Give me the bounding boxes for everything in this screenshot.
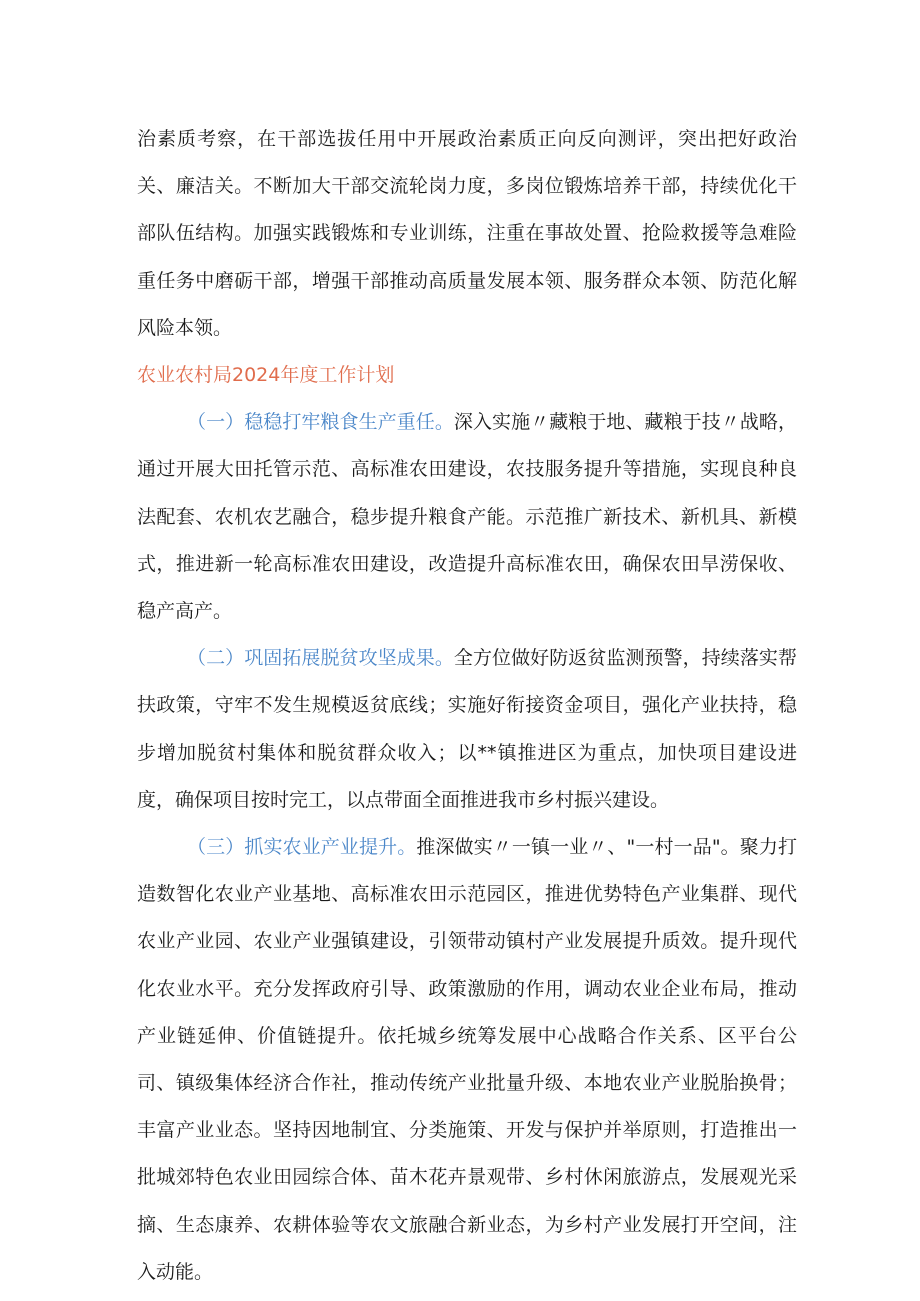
section-body-1: 深入实施〃藏粮于地、藏粮于技〃战略，通过开展大田托管示范、高标准农田建设，农技服务提升等措施，实现良种良法配套、农机农艺融合，稳步提升粮食产能。示范推广新技术、新机具、新模式，推进新一轮高标准农田建设，改造提升高标准农田，确保农田旱涝保收、稳产高产。 — [137, 411, 797, 623]
section-heading-3: （三）抓实农业产业提升。 — [187, 836, 417, 859]
document-page — [137, 116, 797, 1296]
section-heading-2: （二）巩固拓展脱贫攻坚成果。 — [187, 647, 454, 670]
document-title: 农业农村局2024年度工作计划 — [137, 364, 395, 387]
section-body-2: 全方位做好防返贫监测预警，持续落实帮扶政策，守牢不发生规模返贫底线；实施好衔接资金项目，强化产业扶持，稳步增加脱贫村集体和脱贫群众收入；以**镇推进区为重点，加快项目建设进度，确保项目按时完工，以点带面全面推进我市乡村振兴建设。 — [137, 647, 797, 811]
section-heading-1: （一）稳稳打牢粮食生产重任。 — [187, 411, 454, 434]
section-paragraph-1 — [137, 399, 797, 635]
section-body-3: 推深做实〃一镇一业〃、"一村一品"。聚力打造数智化农业产业基地、高标准农田示范园区，推进优势特色产业集群、现代农业产业园、农业产业强镇建设，引领带动镇村产业发展提升质效。提升现代化农业水平。充分发挥政府引导、政策激励的作用，调动农业企业布局，推动产业链延伸、价值链提升。依托城乡统筹发展中心战略合作关系、区平台公司、镇级集体经济合作社，推动传统产业批量升级、本地农业产业脱胎换骨；丰富产业业态。坚持因地制宜、分类施策、开发与保护并举原则，打造推出一批城郊特色农业田园综合体、苗木花卉景观带、乡村休闲旅游点，发展观光采摘、生态康养、农耕体验等农文旅融合新业态，为乡村产业发展打开空间，注入动能。 — [137, 836, 797, 1283]
section-paragraph-3 — [137, 824, 797, 1296]
section-paragraph-2 — [137, 635, 797, 824]
intro-paragraph: 治素质考察，在干部选拔任用中开展政治素质正向反向测评，突出把好政治关、廉洁关。不断加大干部交流轮岗力度，多岗位锻炼培养干部，持续优化干部队伍结构。加强实践锻炼和专业训练，注重在事故处置、抢险救援等急难险重任务中磨砺干部，增强干部推动高质量发展本领、服务群众本领、防范化解风险本领。 — [137, 128, 797, 339]
